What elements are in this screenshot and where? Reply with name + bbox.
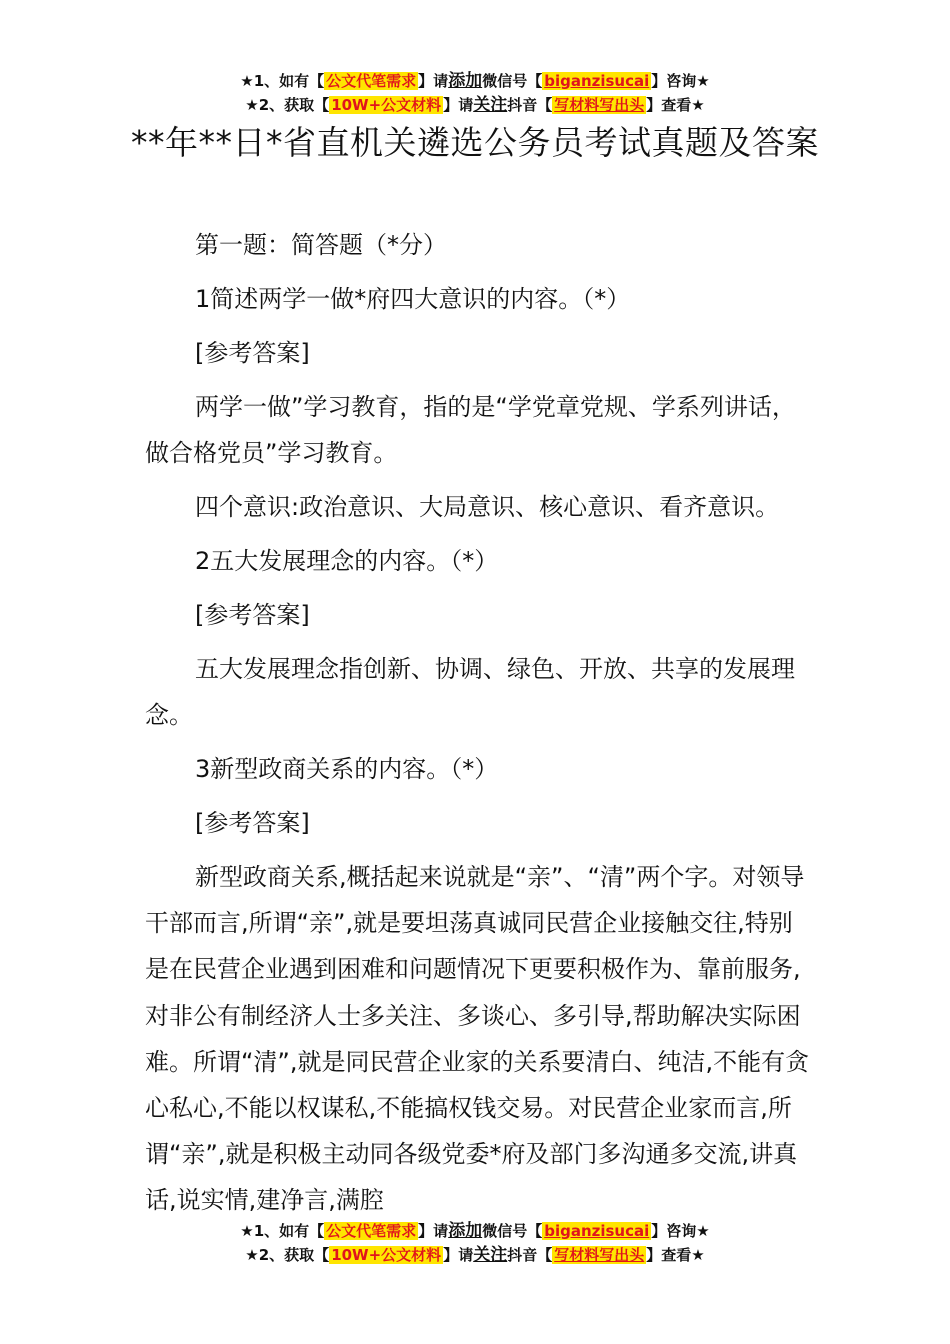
banner-text: 微信号【 bbox=[482, 72, 543, 90]
answer-3: 新型政商关系,概括起来说就是“亲”、“清”两个字。对领导干部而言,所谓“亲”,就是要坦荡真诚同民营企业接触交往,特别是在民营企业遇到困难和问题情况下更要积极作为、靠前服务,对非公有制经济人士多关注、多谈心、多引导,帮助解决实际困难。所谓“清”,就是同民营企业家的关系要清白、纯洁,不能有贪心私心,不能以权谋私,不能搞权钱交易。对民营企业家而言,所谓“亲”,就是积极主动同各级党委*府及部门多沟通多交流,讲真话,说实情,建净言,满腔 bbox=[145, 863, 810, 1215]
banner-text: 】请 bbox=[443, 96, 474, 114]
question-3: 3新型政商关系的内容。（*） bbox=[195, 755, 499, 783]
question-2: 2五大发展理念的内容。（*） bbox=[195, 547, 499, 575]
banner-text: 微信号【 bbox=[482, 1222, 543, 1240]
banner-text: ★1、如有【 bbox=[240, 1222, 325, 1240]
top-banner bbox=[0, 69, 950, 117]
reference-answer-label: [参考答案] bbox=[195, 601, 310, 629]
section-heading: 第一题：简答题（*分） bbox=[195, 231, 447, 259]
page-title: **年**日*省直机关遴选公务员考试真题及答案 bbox=[131, 123, 819, 162]
banner-underline: 添加 bbox=[448, 1221, 483, 1241]
banner-wechat-id: biganzisucai bbox=[544, 1222, 650, 1240]
banner-underline: 关注 bbox=[473, 1245, 508, 1265]
banner-text: 】咨询★ bbox=[651, 1222, 710, 1240]
banner-line-1 bbox=[0, 69, 950, 93]
banner-underline: 关注 bbox=[473, 95, 508, 115]
banner-line-2 bbox=[0, 93, 950, 117]
banner-text: 】查看★ bbox=[646, 96, 705, 114]
banner-text: 】咨询★ bbox=[651, 72, 710, 90]
banner-text: 】查看★ bbox=[646, 1246, 705, 1264]
banner-douyin-id: 写材料写出头 bbox=[554, 96, 645, 114]
reference-answer-label: [参考答案] bbox=[195, 809, 310, 837]
answer-2: 五大发展理念指创新、协调、绿色、开放、共享的发展理念。 bbox=[145, 655, 795, 729]
reference-answer-label: [参考答案] bbox=[195, 339, 310, 367]
banner-underline: 添加 bbox=[448, 71, 483, 91]
banner-highlight: 公文代笔需求 bbox=[326, 1222, 417, 1240]
answer-1-paragraph-2: 四个意识:政治意识、大局意识、核心意识、看齐意识。 bbox=[195, 493, 780, 521]
banner-highlight: 10W+公文材料 bbox=[331, 1246, 442, 1264]
banner-douyin-id: 写材料写出头 bbox=[554, 1246, 645, 1264]
banner-highlight: 10W+公文材料 bbox=[331, 96, 442, 114]
bottom-banner bbox=[0, 1219, 950, 1267]
banner-text: 】请 bbox=[418, 72, 449, 90]
banner-wechat-id: biganzisucai bbox=[544, 72, 650, 90]
banner-text: ★2、获取【 bbox=[245, 96, 330, 114]
banner-text: ★2、获取【 bbox=[245, 1246, 330, 1264]
banner-text: 】请 bbox=[443, 1246, 474, 1264]
question-1: 1简述两学一做*府四大意识的内容。（*） bbox=[195, 285, 631, 313]
banner-line-1 bbox=[0, 1219, 950, 1243]
answer-1-paragraph-1: 两学一做”学习教育，指的是“学党章党规、学系列讲话，做合格党员”学习教育。 bbox=[145, 393, 796, 467]
banner-text: 抖音【 bbox=[507, 96, 553, 114]
banner-text: 抖音【 bbox=[507, 1246, 553, 1264]
banner-highlight: 公文代笔需求 bbox=[326, 72, 417, 90]
document-body bbox=[145, 222, 815, 1224]
banner-text: 】请 bbox=[418, 1222, 449, 1240]
banner-line-2 bbox=[0, 1243, 950, 1267]
banner-text: ★1、如有【 bbox=[240, 72, 325, 90]
